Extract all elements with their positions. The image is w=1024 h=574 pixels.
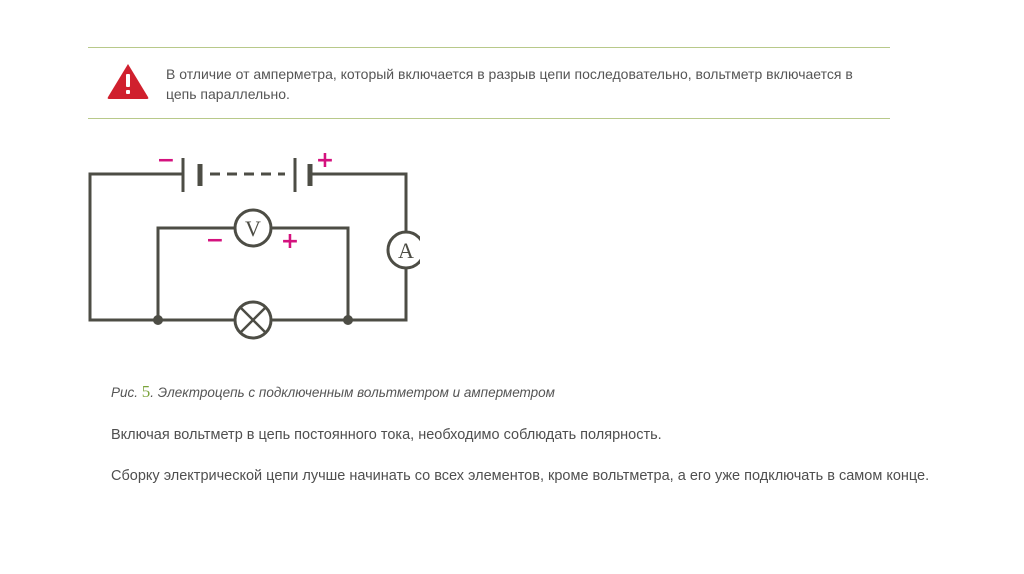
paragraph-polarity: Включая вольтметр в цепь постоянного тока, необходимо соблюдать полярность.	[111, 427, 662, 443]
warning-notice-text: В отличие от амперметра, который включается в разрыв цепи последовательно, вольтметр включается в цепь параллельно.	[166, 66, 853, 102]
ammeter-label: A	[398, 238, 414, 263]
junction-left	[153, 315, 163, 325]
voltmeter-minus-sign: −	[205, 228, 225, 253]
caption-prefix: Рис.	[111, 385, 142, 400]
junction-right	[343, 315, 353, 325]
circuit-diagram	[80, 140, 420, 350]
wire-top-left	[90, 174, 183, 320]
figure-caption	[111, 382, 555, 402]
voltmeter-label: V	[245, 216, 261, 241]
caption-number: 5	[141, 382, 151, 401]
warning-triangle-icon	[106, 62, 150, 100]
wire-voltmeter-branch	[158, 228, 236, 320]
battery-plus-sign: +	[315, 148, 335, 173]
top-divider	[88, 47, 890, 48]
battery-minus-sign: −	[156, 148, 176, 173]
wire-right-lower	[348, 265, 406, 320]
bottom-divider	[88, 118, 890, 119]
voltmeter-plus-sign: +	[280, 229, 300, 254]
wire-top-right	[310, 174, 406, 235]
paragraph-assembly: Сборку электрической цепи лучше начинать со всех элементов, кроме вольтметра, а его уже подключать в самом конце.	[111, 468, 930, 484]
caption-text: . Электроцепь с подключенным вольтметром и амперметром	[150, 385, 555, 400]
